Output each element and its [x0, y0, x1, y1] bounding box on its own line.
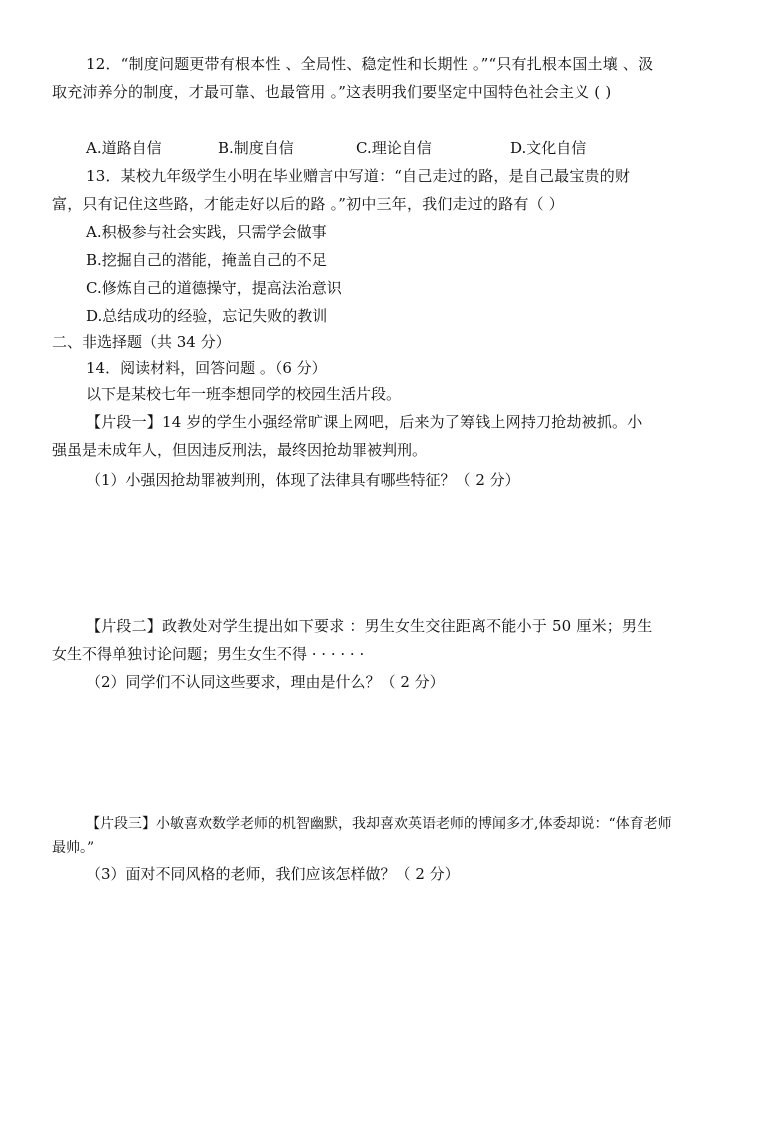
q13-option-c: C.修炼自己的道德操守，提高法治意识: [86, 279, 342, 297]
q12-stem-line-1: 12．“制度问题更带有根本性 、全局性、稳定性和长期性 。”“只有扎根本国土壤 、汲: [86, 55, 654, 73]
q13-option-a: A.积极参与社会实践，只需学会做事: [86, 223, 327, 241]
q14-segment-3-line-1: 【片段三】小敏喜欢数学老师的机智幽默，我却喜欢英语老师的博闻多才,体委却说：“体育老师: [86, 816, 672, 832]
q12-option-a: A.道路自信: [86, 139, 162, 157]
q14-sub-question-2: （2）同学们不认同这些要求，理由是什么？（ 2 分）: [86, 673, 445, 691]
q14-segment-1-line-1: 【片段一】14 岁的学生小强经常旷课上网吧，后来为了筹钱上网持刀抢劫被抓。小: [86, 413, 643, 431]
q13-option-d: D.总结成功的经验，忘记失败的教训: [86, 307, 328, 325]
q14-sub-question-3: （3）面对不同风格的老师，我们应该怎样做？（ 2 分）: [86, 865, 460, 883]
q13-stem-line-1: 13．某校九年级学生小明在毕业赠言中写道：“自己走过的路，是自己最宝贵的财: [86, 167, 631, 185]
q14-segment-3-line-2: 最帅。”: [52, 840, 95, 856]
q14-segment-1-line-2: 强虽是未成年人，但因违反刑法，最终因抢劫罪被判刑。: [52, 441, 428, 459]
q14-intro: 以下是某校七年一班李想同学的校园生活片段。: [86, 385, 402, 403]
section-2-heading: 二、非选择题（共 34 分）: [52, 333, 231, 351]
q14-sub-question-1: （1）小强因抢劫罪被判刑，体现了法律具有哪些特征？（ 2 分）: [86, 471, 520, 489]
q13-option-b: B.挖掘自己的潜能，掩盖自己的不足: [86, 251, 327, 269]
q12-option-c: C.理论自信: [356, 139, 432, 157]
q14-segment-2-line-1: 【片段二】政教处对学生提出如下要求 ：男生女生交往距离不能小于 50 厘米；男生: [86, 617, 653, 635]
q14-segment-2-line-2: 女生不得单独讨论问题；男生女生不得 · · · · · ·: [52, 645, 365, 663]
q12-stem-line-2: 取充沛养分的制度，才最可靠、也最管用 。”这表明我们要坚定中国特色社会主义 ( ): [52, 83, 612, 101]
q13-stem-line-2: 富，只有记住这些路，才能走好以后的路 。”初中三年，我们走过的路有（ ）: [52, 195, 564, 213]
q14-stem: 14．阅读材料，回答问题 。（6 分）: [86, 359, 327, 377]
q12-option-b: B.制度自信: [218, 139, 294, 157]
q12-option-d: D.文化自信: [510, 139, 587, 157]
